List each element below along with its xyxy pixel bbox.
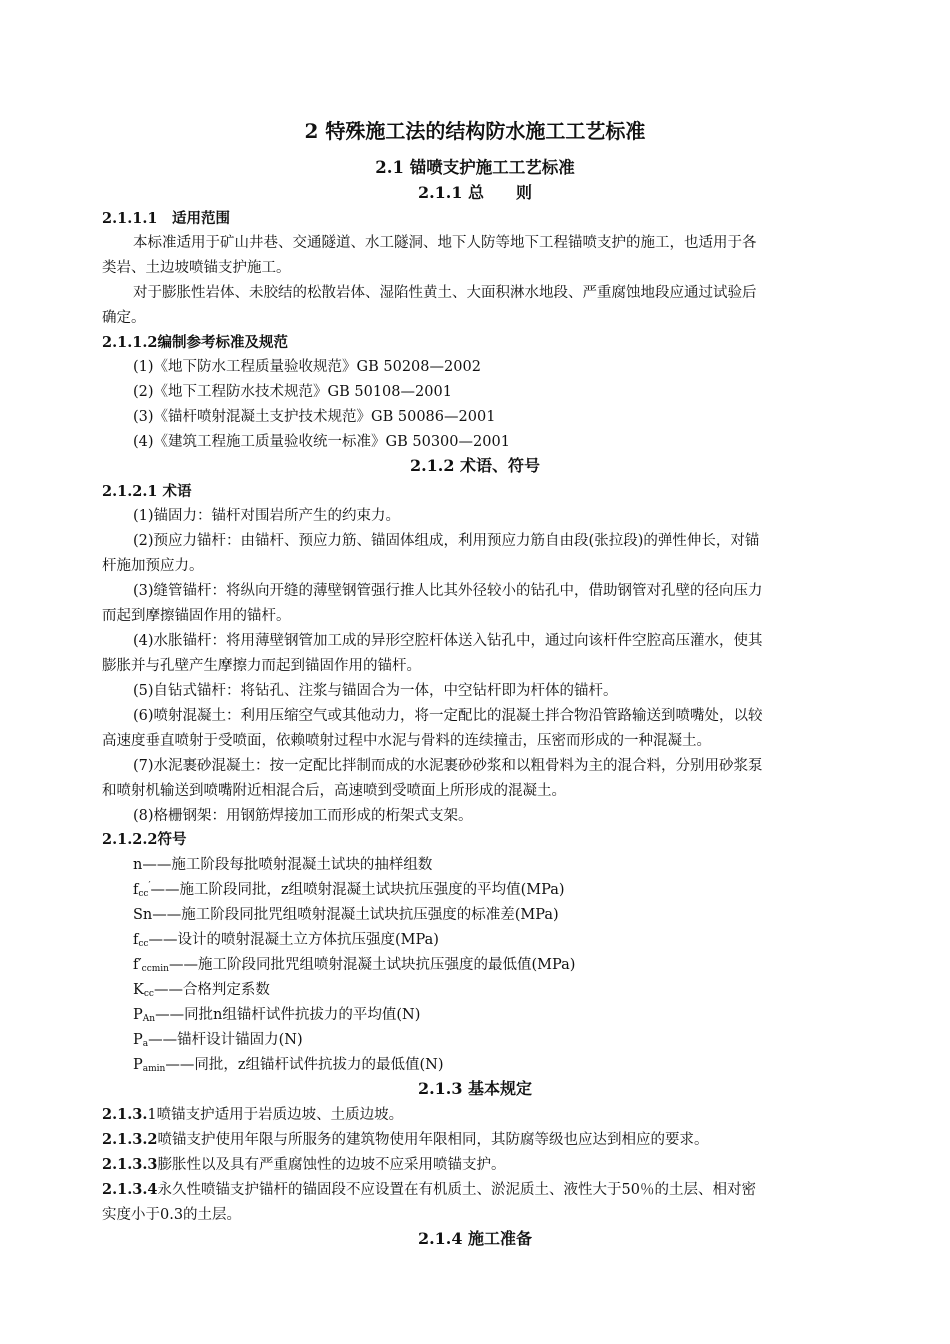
- reference-item: (3)《锚杆喷射混凝土支护技术规范》GB 50086—2001: [133, 409, 496, 425]
- scope-paragraph-2-line-2: 确定。: [102, 310, 146, 326]
- symbols-heading: 2.1.2.2符号: [102, 831, 187, 848]
- references-heading: 2.1.1.2编制参考标准及规范: [102, 334, 288, 351]
- term-item-line-1: (3)缝管锚杆：将纵向开缝的薄壁钢管强行推人比其外径较小的钻孔中，借助钢管对孔壁的径向压力: [133, 583, 763, 599]
- symbol-n: n——施工阶段每批喷射混凝土试块的抽样组数: [133, 857, 433, 873]
- section-heading: 2.1 锚喷支护施工工艺标准: [375, 158, 575, 177]
- subsection-terms-heading: 2.1.2 术语、符号: [409, 456, 541, 475]
- rule-item: 2.1.3.2喷锚支护使用年限与所服务的建筑物使用年限相同，其防腐等级也应达到相应的要求。: [102, 1131, 709, 1148]
- scope-heading: 2.1.1.1 适用范围: [102, 210, 231, 227]
- symbol-pa: $P_a——$锚杆设计锚固力(N): [133, 1032, 303, 1049]
- reference-item: (4)《建筑工程施工质量验收统一标准》GB 50300—2001: [133, 434, 510, 450]
- symbol-pan: $P_{An}——$同批n组锚杆试件抗拔力的平均值(N): [133, 1007, 421, 1024]
- scope-paragraph-2-line-1: 对于膨胀性岩体、未胶结的松散岩体、湿陷性黄土、大面积淋水地段、严重腐蚀地段应通过试验后: [133, 285, 757, 301]
- symbol-sn: Sn——施工阶段同批咒组喷射混凝土试块抗压强度的标准差(MPa): [133, 907, 559, 923]
- term-item-line-2: 和喷射机输送到喷嘴附近相混合后，高速喷到受喷面上所形成的混凝土。: [102, 783, 566, 799]
- reference-item: (2)《地下工程防水技术规范》GB 50108—2001: [133, 384, 452, 400]
- term-item-line-1: (6)喷射混凝土：利用压缩空气或其他动力，将一定配比的混凝土拌合物沿管路输送到喷嘴处，以较: [133, 708, 763, 724]
- symbol-pamin: $P_{amin}——$同批，z组锚杆试件抗拔力的最低值(N): [133, 1057, 444, 1074]
- subsection-preparation-heading: 2.1.4 施工准备: [417, 1229, 533, 1248]
- document-title: 2 特殊施工法的结构防水施工工艺标准: [304, 119, 646, 143]
- symbol-fcc-min: $f'_{ccmin}——$施工阶段同批咒组喷射混凝土试块抗压强度的最低值(MPa): [133, 957, 576, 974]
- symbol-fcc-average: $f_{cc}'——$施工阶段同批，z组喷射混凝土试块抗压强度的平均值(MPa): [133, 881, 565, 899]
- terms-heading: 2.1.2.1 术语: [102, 483, 192, 500]
- term-item-line-2: 而起到摩擦锚固作用的锚杆。: [102, 608, 291, 624]
- term-item: (1)锚固力：锚杆对围岩所产生的约束力。: [133, 508, 401, 524]
- term-item: (5)自钻式锚杆：将钻孔、注浆与锚固合为一体，中空钻杆即为杆体的锚杆。: [133, 683, 618, 699]
- subsection-general-heading: 2.1.1 总 则: [417, 183, 533, 202]
- scope-paragraph-1-line-1: 本标准适用于矿山井巷、交通隧道、水工隧洞、地下人防等地下工程锚喷支护的施工，也适用于各: [133, 235, 757, 251]
- term-item-line-1: (2)预应力锚杆：由锚杆、预应力筋、锚固体组成，利用预应力筋自由段(张拉段)的弹性伸长，对锚: [133, 533, 760, 549]
- term-item-line-1: (7)水泥裹砂混凝土：按一定配比拌制而成的水泥裹砂砂浆和以粗骨料为主的混合料，分别用砂浆泵: [133, 758, 763, 774]
- term-item: (8)格栅钢架：用钢筋焊接加工而形成的桁架式支架。: [133, 808, 473, 824]
- rule-item: 2.1.3.4永久性喷锚支护锚杆的锚固段不应设置在有机质土、淤泥质土、液性大于50％的土层、相对密: [102, 1181, 756, 1198]
- subsection-rules-heading: 2.1.3 基本规定: [417, 1079, 533, 1098]
- rule-item-line-2: 实度小于0.3的土层。: [102, 1207, 242, 1223]
- scope-paragraph-1-line-2: 类岩、土边坡喷锚支护施工。: [102, 260, 291, 276]
- term-item-line-1: (4)水胀锚杆：将用薄壁钢管加工成的异形空腔杆体送入钻孔中，通过向该杆件空腔高压灌水，使其: [133, 633, 763, 649]
- term-item-line-2: 膨胀并与孔壁产生摩擦力而起到锚固作用的锚杆。: [102, 658, 421, 674]
- symbol-fcc: $f_{cc}——$设计的喷射混凝土立方体抗压强度(MPa): [133, 932, 439, 949]
- rule-item: 2.1.3.3膨胀性以及具有严重腐蚀性的边坡不应采用喷锚支护。: [102, 1156, 506, 1173]
- symbol-kcc: $K_{cc}——$合格判定系数: [133, 982, 270, 999]
- reference-item: (1)《地下防水工程质量验收规范》GB 50208—2002: [133, 359, 481, 375]
- term-item-line-2: 杆施加预应力。: [102, 558, 204, 574]
- term-item-line-2: 高速度垂直喷射于受喷面，依赖喷射过程中水泥与骨料的连续撞击，压密而形成的一种混凝土。: [102, 733, 711, 749]
- rule-item: 2.1.3.1喷锚支护适用于岩质边坡、土质边坡。: [102, 1106, 404, 1123]
